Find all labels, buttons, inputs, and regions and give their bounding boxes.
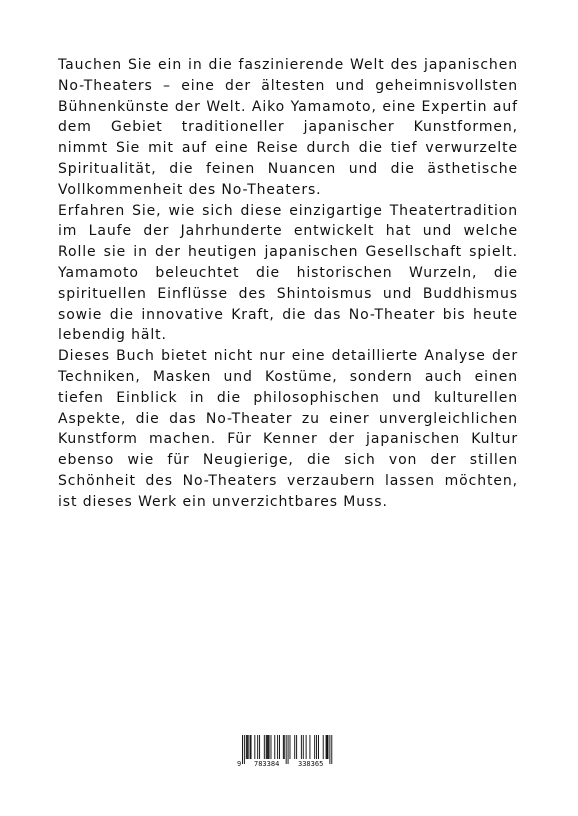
barcode-bar <box>286 735 287 764</box>
barcode-bar <box>271 735 272 759</box>
barcode-bar <box>259 735 260 759</box>
barcode-bar <box>242 735 243 764</box>
barcode-bar <box>303 735 304 759</box>
barcode-bar <box>247 735 248 759</box>
barcode-bar <box>269 735 270 759</box>
barcode-bar <box>327 735 328 759</box>
barcode-bar <box>288 735 289 764</box>
barcode-bar <box>309 735 310 759</box>
barcode-bar <box>257 735 258 759</box>
barcode-bar <box>248 735 249 759</box>
back-cover-blurb <box>58 55 518 513</box>
barcode-first-digit: 9 <box>237 760 242 768</box>
blurb-paragraph-2: Erfahren Sie, wie sich diese einzigartige Theatertradition im Laufe der Jahrhunderte entwickelt hat und welche Rolle sie in der heutigen japanischen Gesellschaft spielt. Yamamoto beleuchtet die historischen Wurzeln, die spirituellen Einflüsse des Shintoismus und Buddhismus sowie die innovative Kraft, die das No-Theater bis heute lebendig hält. <box>58 202 518 344</box>
barcode-bar <box>254 735 255 759</box>
barcode-bar <box>329 735 330 764</box>
barcode-icon <box>237 734 337 768</box>
barcode-bar <box>266 735 267 759</box>
barcode-bar <box>279 735 280 759</box>
barcode-bar <box>326 735 327 759</box>
barcode-bar <box>296 735 297 759</box>
barcode-bar <box>267 735 268 759</box>
barcode-bar <box>323 735 324 759</box>
blurb-paragraph-3: Dieses Buch bietet nicht nur eine detaillierte Analyse der Techniken, Masken und Kostüme, sondern auch einen tiefen Einblick in die philosophischen und kulturellen Aspekte, die das No-Theater zu einer unvergleichlichen Kunstform machen. Für Kenner der japanischen Kultur ebenso wie für Neugierige, die sich von der stillen Schönheit des No-Theaters verzaubern lassen möchten, ist dieses Werk ein unverzichtbares Muss. <box>58 348 518 510</box>
blurb-paragraph-1: Tauchen Sie ein in die faszinierende Welt des japanischen No-Theaters – eine der ältesten und geheimnisvollsten Bühnenkünste der Welt. Aiko Yamamoto, eine Expertin auf dem Gebiet traditioneller japanischer Kunstformen, nimmt Sie mit auf eine Reise durch die tief verwurzelte Spiritualität, die feinen Nuancen und die ästhetische Vollkommenheit des No-Theaters. <box>58 57 518 198</box>
barcode-bar <box>290 735 291 759</box>
barcode-bar <box>284 735 285 759</box>
barcode-bar <box>331 735 332 764</box>
barcode-bar <box>264 735 265 759</box>
barcode-bar <box>301 735 302 759</box>
barcode-bar <box>283 735 284 759</box>
barcode-bar <box>250 735 251 759</box>
barcode-bar <box>277 735 278 759</box>
barcode-bar <box>274 735 275 759</box>
barcode-bar <box>251 735 252 759</box>
barcode-bar <box>294 735 295 759</box>
barcode-bar <box>318 735 319 759</box>
barcode-right-digits: 338365 <box>298 760 324 768</box>
barcode-bar <box>244 735 245 764</box>
isbn-barcode <box>237 734 337 768</box>
barcode-bar <box>328 735 329 759</box>
barcode-left-digits: 783384 <box>254 760 280 768</box>
barcode-bar <box>306 735 307 759</box>
barcode-bar <box>314 735 315 759</box>
barcode-bar <box>316 735 317 759</box>
barcode-bar <box>268 735 269 759</box>
barcode-bar <box>246 735 247 759</box>
